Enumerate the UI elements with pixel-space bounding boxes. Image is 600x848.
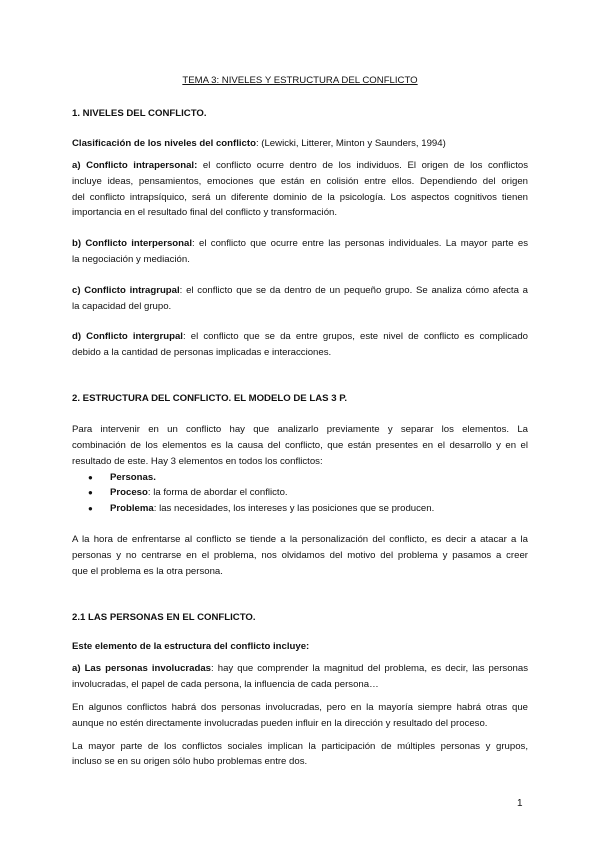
para-d-line-2: debido a la cantidad de personas implicadas e interacciones. <box>72 347 332 358</box>
section-2-1-a-text: : hay que comprender la magnitud del problema, es decir, las personas <box>211 663 528 674</box>
para-a-line-1 <box>72 159 528 172</box>
section-2-heading: 2. ESTRUCTURA DEL CONFLICTO. EL MODELO DE LAS 3 P. <box>72 393 348 404</box>
bullet-dot: ● <box>88 473 93 482</box>
section-2-p1-line-2: combinación de los elementos es la causa del conflicto, que están presentes en el desarrollo y en el <box>72 440 528 451</box>
para-b-line-1 <box>72 237 528 250</box>
section-2-1-p2-line-2: incluso se en su origen sólo hubo problemas entre dos. <box>72 756 308 767</box>
para-a-line-2: incluye ideas, pensamientos, emociones que están en colisión entre ellos. Dependiendo del origen <box>72 176 528 187</box>
para-d-line-1 <box>72 330 528 343</box>
bullet-bold: Personas. <box>110 472 156 483</box>
section-1-heading: 1. NIVELES DEL CONFLICTO. <box>72 108 207 119</box>
bullet-item-problema <box>110 502 528 515</box>
classification-line <box>72 137 528 150</box>
para-a-line-4: importancia en el resultado final del conflicto y transformación. <box>72 207 338 218</box>
page-number: 1 <box>517 798 523 809</box>
section-2-1-a-lead: a) Las personas involucradas <box>72 663 212 674</box>
section-2-p2-line-1: A la hora de enfrentarse al conflicto se tiende a la personalización del conflicto, es decir a atacar a la <box>72 534 528 545</box>
para-a-lead: a) Conflicto intrapersonal: <box>72 160 198 171</box>
classification-citation: : (Lewicki, Litterer, Minton y Saunders, 1994) <box>255 138 446 149</box>
bullet-dot: ● <box>88 504 93 513</box>
para-b-line-2: la negociación y mediación. <box>72 254 190 265</box>
para-c-line-1 <box>72 284 528 297</box>
bullet-bold: Problema <box>110 503 154 514</box>
para-b-text-1: : el conflicto que ocurre entre las personas individuales. La mayor parte es <box>192 238 529 249</box>
para-a-line-3: del conflicto intrapsíquico, será un diferente dominio de la psicología. Los aspectos cognitivos tienen <box>72 192 528 203</box>
page-title: TEMA 3: NIVELES Y ESTRUCTURA DEL CONFLICTO <box>182 75 418 86</box>
para-b-lead: b) Conflicto interpersonal <box>72 238 193 249</box>
classification-label: Clasificación de los niveles del conflicto <box>72 138 256 149</box>
section-2-1-subheading: Este elemento de la estructura del conflicto incluye: <box>72 641 310 652</box>
section-2-1-p2-line-1: La mayor parte de los conflictos sociales implican la participación de múltiples personas y grupos, <box>72 741 528 752</box>
section-2-1-a-line-1 <box>72 662 528 675</box>
section-2-p2-line-3: que el problema es la otra persona. <box>72 566 223 577</box>
section-2-1-p1-line-2: aunque no estén directamente involucradas pueden influir en la dirección y resultado del proceso. <box>72 718 488 729</box>
section-2-p1-line-1: Para intervenir en un conflicto hay que analizarlo previamente y separar los elementos. La <box>72 424 528 435</box>
bullet-rest: : las necesidades, los intereses y las posiciones que se producen. <box>153 503 435 514</box>
section-2-1-a-line-2: involucradas, el papel de cada persona, la influencia de cada persona… <box>72 679 379 690</box>
bullet-bold: Proceso <box>110 487 148 498</box>
bullet-item-personas <box>110 471 528 484</box>
para-d-text-1: : el conflicto que se da entre grupos, este nivel de conflicto es complicado <box>182 331 528 342</box>
para-c-text-1: : el conflicto que se da dentro de un pequeño grupo. Se analiza cómo afecta a <box>179 285 528 296</box>
section-2-1-heading: 2.1 LAS PERSONAS EN EL CONFLICTO. <box>72 612 256 623</box>
para-a-text-1: el conflicto ocurre dentro de los individuos. El origen de los conflictos <box>197 160 528 171</box>
para-d-lead: d) Conflicto intergrupal <box>72 331 183 342</box>
bullet-item-proceso <box>110 486 528 499</box>
section-2-p1-line-3: resultado de este. Hay 3 elementos en todos los conflictos: <box>72 456 323 467</box>
section-2-p2-line-2: personas y no centrarse en el problema, nos olvidamos del motivo del problema y pasamos a creer <box>72 550 528 561</box>
section-2-1-p1-line-1: En algunos conflictos habrá dos personas involucradas, pero en la mayoría siempre habrá otras que <box>72 702 528 713</box>
para-c-line-2: la capacidad del grupo. <box>72 301 172 312</box>
bullet-rest: : la forma de abordar el conflicto. <box>147 487 288 498</box>
para-c-lead: c) Conflicto intragrupal <box>72 285 180 296</box>
bullet-dot: ● <box>88 488 93 497</box>
